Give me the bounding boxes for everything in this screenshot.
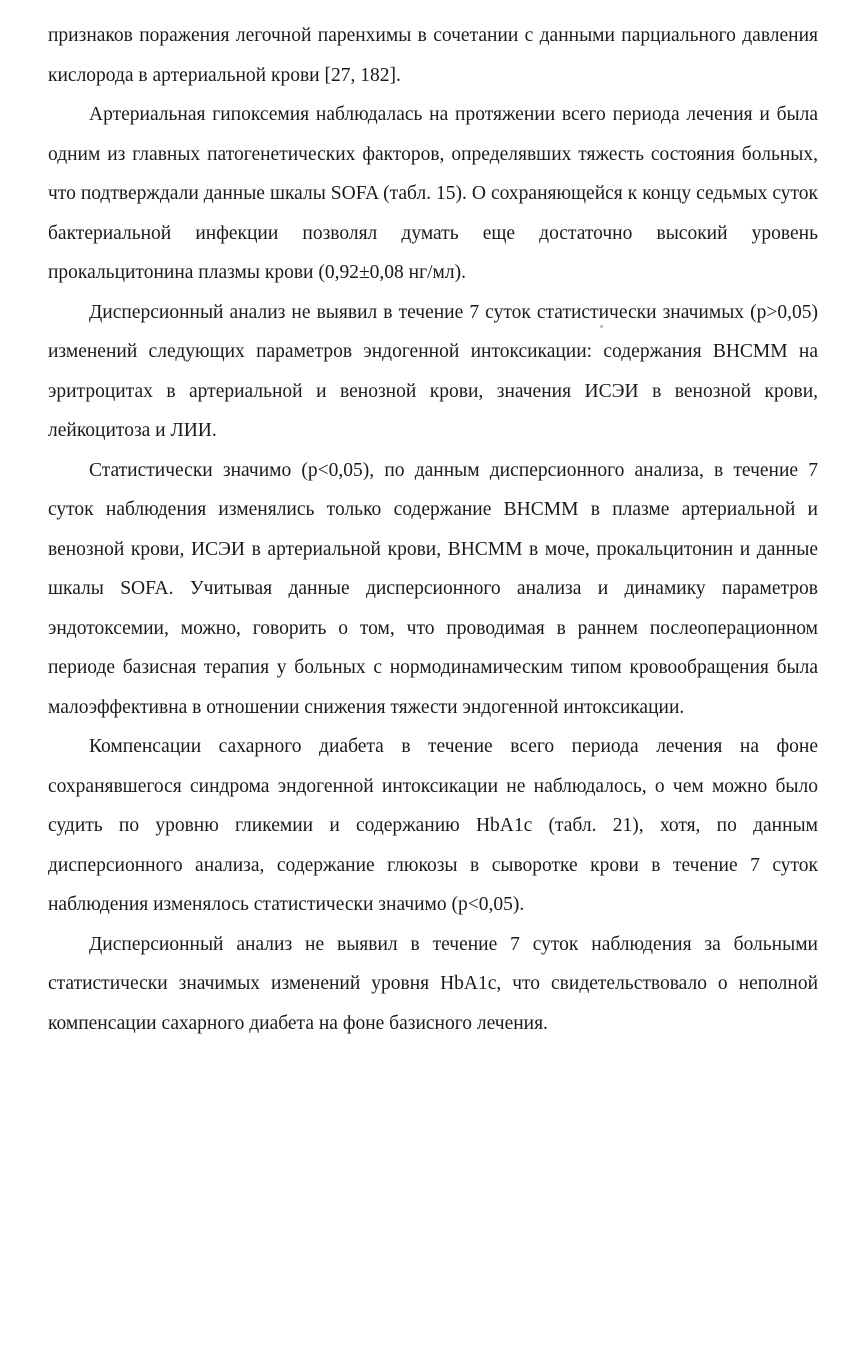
body-text xyxy=(48,16,818,1043)
paragraph-5: Компенсации сахарного диабета в течение всего периода лечения на фоне сохранявшегося синдрома эндогенной интоксикации не наблюдалось, о чем можно было судить по уровню гликемии и содержанию HbA1c (табл. 21), хотя, по данным дисперсионного анализа, содержание глюкозы в сыворотке крови в течение 7 суток наблюдения изменялось статистически значимо (p<0,05). xyxy=(48,736,818,915)
paragraph-4: Статистически значимо (p<0,05), по данным дисперсионного анализа, в течение 7 суток наблюдения изменялись только содержание ВНСММ в плазме артериальной и венозной крови, ИСЭИ в артериальной крови, ВНСММ в моче, прокальцитонин и данные шкалы SOFA. Учитывая данные дисперсионного анализа и динамику параметров эндотоксемии, можно, говорить о том, что проводимая в раннем послеоперационном периоде базисная терапия у больных с нормодинамическим типом кровообращения была малоэффективна в отношении снижения тяжести эндогенной интоксикации. xyxy=(48,459,818,718)
paragraph-6: Дисперсионный анализ не выявил в течение 7 суток наблюдения за больными статистически значимых изменений уровня HbA1c, что свидетельствовало о неполной компенсации сахарного диабета на фоне базисного лечения. xyxy=(48,933,818,1034)
paragraph-3: Дисперсионный анализ не выявил в течение 7 суток статистически значимых (p>0,05) изменений следующих параметров эндогенной интоксикации: содержания ВНСММ на эритроцитах в артериальной и венозной крови, значения ИСЭИ в венозной крови, лейкоцитоза и ЛИИ. xyxy=(48,301,818,441)
paragraph-1: признаков поражения легочной паренхимы в сочетании с данными парциального давления кислорода в артериальной крови [27, 182]. xyxy=(48,25,818,86)
paragraph-2: Артериальная гипоксемия наблюдалась на протяжении всего периода лечения и была одним из главных патогенетических факторов, определявших тяжесть состояния больных, что подтверждали данные шкалы SOFA (табл. 15). О сохраняющейся к концу седьмых суток бактериальной инфекции позволял думать еще достаточно высокий уровень прокальцитонина плазмы крови (0,92±0,08 нг/мл). xyxy=(48,104,818,283)
